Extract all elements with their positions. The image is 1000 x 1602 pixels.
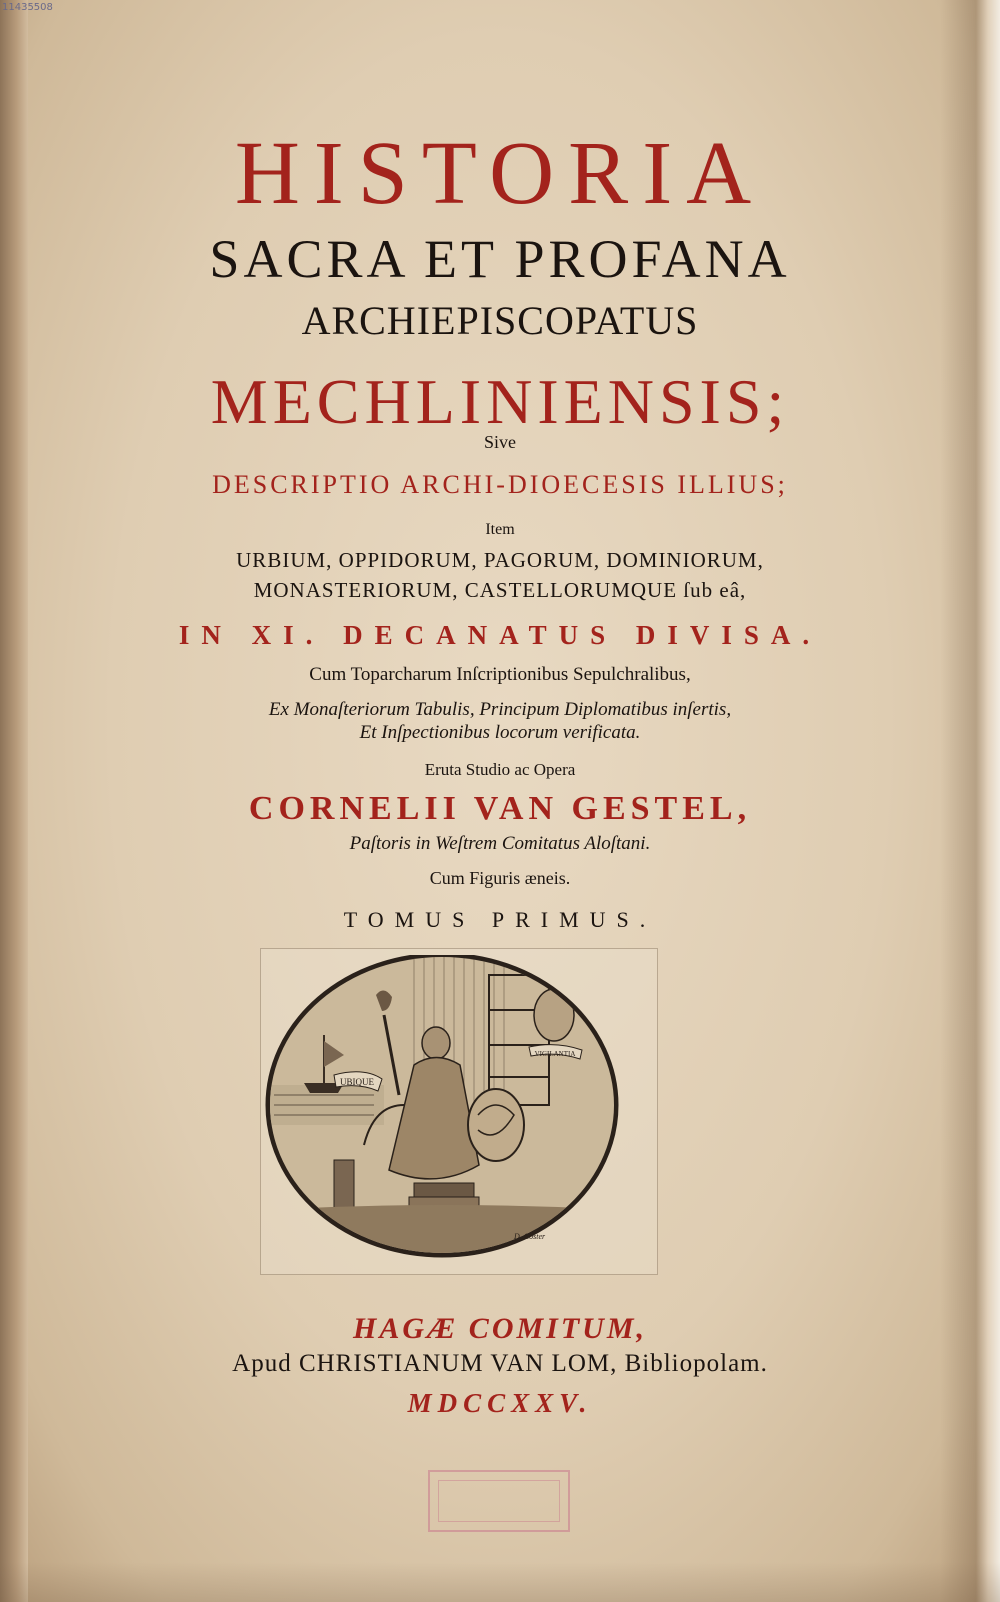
author-role: Paſtoris in Weſtrem Comitatus Aloſtani. (349, 833, 651, 854)
library-stamp (428, 1470, 570, 1532)
subtitle-item: Item (485, 521, 515, 538)
title-line-sacra-et-profana: SACRA ET PROFANA (209, 229, 791, 289)
subtitle-urbium: URBIUM, OPPIDORUM, PAGORUM, DOMINIORUM, (236, 548, 764, 572)
title-line-historia: HISTORIA (234, 124, 766, 223)
vignette-banner-left: UBIQUE (340, 1077, 374, 1087)
author-name: CORNELII VAN GESTEL, (248, 790, 752, 827)
subtitle-descriptio: DESCRIPTIO ARCHI-DIOECESIS ILLIUS; (212, 470, 788, 499)
subtitle-sive: Sive (483, 432, 516, 452)
page-bottom-edge (0, 1562, 1000, 1602)
page-right-edge (940, 0, 1000, 1602)
title-line-mechliniensis: MECHLINIENSIS; (210, 366, 790, 437)
shelfmark: 11435508 (2, 2, 53, 13)
imprint-publisher: Apud CHRISTIANUM VAN LOM, Bibliopolam. (232, 1350, 768, 1377)
subtitle-decanatus: IN XI. DECANATUS DIVISA. (178, 620, 822, 650)
book-spine-edge (0, 0, 28, 1602)
vignette-banner-right: VIGILANTIA (534, 1050, 576, 1058)
imprint-year: MDCCXXV. (407, 1388, 593, 1418)
subtitle-inscriptions: Cum Toparcharum Inſcriptionibus Sepulchralibus, (309, 664, 691, 685)
subtitle-verification: Et Inſpectionibus locorum verificata. (359, 722, 641, 743)
imprint-place: HAGÆ COMITUM, (352, 1312, 647, 1345)
engraved-vignette-image (264, 955, 624, 1265)
title-line-archiepiscopatus: ARCHIEPISCOPATUS (301, 298, 699, 343)
engraver-signature: D. Coster (514, 1232, 546, 1241)
volume-label: TOMUS PRIMUS. (343, 907, 657, 932)
subtitle-monasteriorum: MONASTERIORUM, CASTELLORUMQUE ſub eâ, (253, 578, 747, 602)
subtitle-sources: Ex Monaſteriorum Tabulis, Principum Diplomatibus inſertis, (268, 699, 732, 720)
author-intro: Eruta Studio ac Opera (424, 760, 576, 779)
figures-note: Cum Figuris æneis. (429, 868, 571, 888)
